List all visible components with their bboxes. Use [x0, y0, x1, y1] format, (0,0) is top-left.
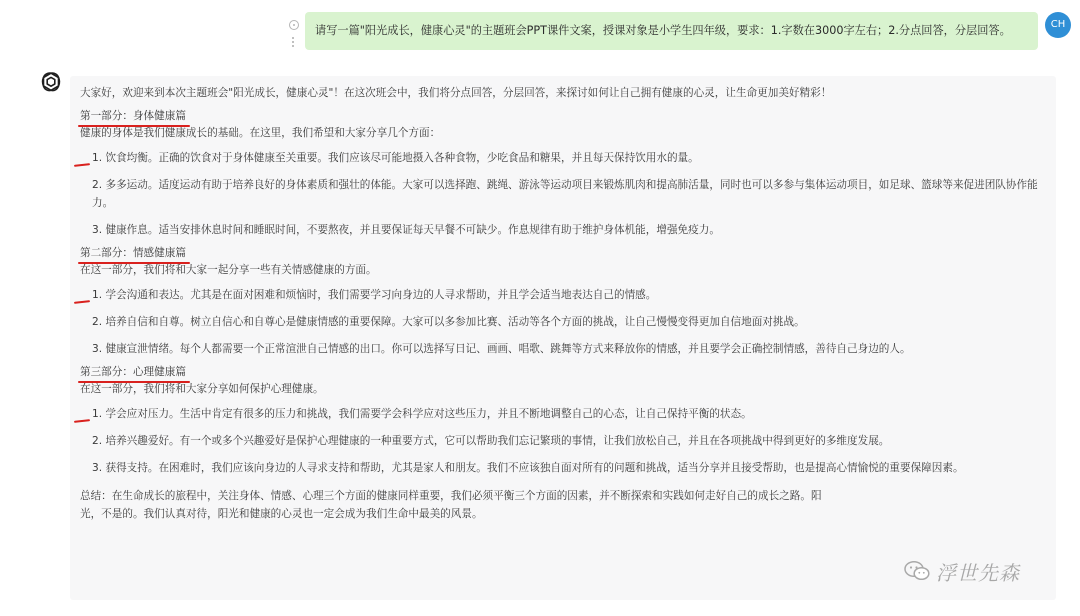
- annotation-underline: [78, 262, 190, 264]
- annotation-mark: [74, 163, 90, 167]
- section-lead: 在这一部分，我们将和大家一起分享一些有关情感健康的方面。: [80, 264, 377, 276]
- list-item-text: 1. 学会应对压力。生活中肯定有很多的压力和挑战，我们需要学会科学应对这些压力，并且不断地调整自己的心态，让自己保持平衡的状态。: [92, 408, 752, 420]
- list-item: [80, 313, 1046, 331]
- list-item-text: 2. 培养兴趣爱好。有一个或多个兴趣爱好是保护心理健康的一种重要方式，它可以帮助我们忘记繁琐的事情，让我们放松自己，并且在各项挑战中得到更好的多维度发展。: [92, 435, 890, 447]
- section-heading: [80, 245, 1046, 262]
- section-heading-label: 第三部分：心理健康篇: [80, 366, 186, 378]
- list-item-text: 3. 健康作息。适当安排休息时间和睡眠时间，不要熬夜，并且要保证每天早餐不可缺少。作息规律有助于维护身体机能，增强免疫力。: [92, 224, 720, 236]
- list-item-text: 3. 获得支持。在困难时，我们应该向身边的人寻求支持和帮助，尤其是家人和朋友。我们不应该独自面对所有的问题和挑战，适当分享并且接受帮助，也是提高心情愉悦的重要保障因素。: [92, 462, 964, 474]
- list-item: [80, 459, 1046, 477]
- wechat-icon: [904, 560, 930, 582]
- section-heading-label: 第二部分：情感健康篇: [80, 247, 186, 259]
- list-item: [80, 405, 1046, 423]
- assistant-response: [70, 76, 1056, 600]
- list-item: [80, 176, 1046, 212]
- section-lead: 在这一部分，我们将和大家分享如何保护心理健康。: [80, 383, 324, 395]
- list-item: [80, 221, 1046, 239]
- watermark-text: 浮世先森: [936, 560, 1020, 585]
- user-message-bubble: 请写一篇"阳光成长，健康心灵"的主题班会PPT课件文案，授课对象是小学生四年级，要求：1.字数在3000字左右；2.分点回答，分层回答。: [305, 12, 1038, 50]
- annotation-underline: [78, 125, 190, 127]
- list-item-text: 1. 学会沟通和表达。尤其是在面对困难和烦恼时，我们需要学习向身边的人寻求帮助，并且学会适当地表达自己的情感。: [92, 289, 657, 301]
- section-heading-text: [80, 364, 186, 381]
- list-item-text: 2. 多多运动。适度运动有助于培养良好的身体素质和强壮的体能。大家可以选择跑、跳绳、游泳等运动项目来锻炼肌肉和提高肺活量，同时也可以多参与集体运动项目，如足球、篮球等来促进团队协作能力。: [92, 179, 1038, 209]
- section-heading: [80, 108, 1046, 125]
- annotation-mark: [74, 419, 90, 423]
- list-item-text: 3. 健康宣泄情绪。每个人都需要一个正常渲泄自己情感的出口。你可以选择写日记、画画、唱歌、跳舞等方式来释放你的情感，并且要学会正确控制情感，善待自己身边的人。: [92, 343, 911, 355]
- list-item: [80, 149, 1046, 167]
- response-summary: 总结：在生命成长的旅程中，关注身体、情感、心理三个方面的健康同样重要，我们必须平衡三个方面的因素，并不断探索和实践如何走好自己的成长之路。阳光，不是的。我们认真对待，阳光和健康的心灵也一定会成为我们生命中最美的风景。: [80, 490, 822, 520]
- user-avatar: CH: [1045, 12, 1071, 38]
- openai-logo-icon: [38, 70, 64, 96]
- user-message-row: [0, 12, 1080, 56]
- list-item: [80, 286, 1046, 304]
- section-heading-text: [80, 108, 186, 125]
- section-lead: 健康的身体是我们健康成长的基础。在这里，我们希望和大家分享几个方面：: [80, 127, 441, 139]
- section-heading: [80, 364, 1046, 381]
- list-item-text: 2. 培养自信和自尊。树立自信心和自尊心是健康情感的重要保障。大家可以多参加比赛、活动等各个方面的挑战，让自己慢慢变得更加自信地面对挑战。: [92, 316, 805, 328]
- watermark: [904, 556, 1020, 586]
- section-heading-text: [80, 245, 186, 262]
- more-options-icon[interactable]: [292, 36, 294, 48]
- list-item: [80, 432, 1046, 450]
- list-item-text: 1. 饮食均衡。正确的饮食对于身体健康至关重要。我们应该尽可能地摄入各种食物，少吃食品和糖果，并且每天保持饮用水的量。: [92, 152, 699, 164]
- list-item: [80, 340, 1046, 358]
- annotation-underline: [78, 381, 190, 383]
- section-heading-label: 第一部分：身体健康篇: [80, 110, 186, 122]
- response-intro: 大家好，欢迎来到本次主题班会"阳光成长，健康心灵"！在这次班会中，我们将分点回答，分层回答，来探讨如何让自己拥有健康的心灵，让生命更加美好精彩！: [80, 87, 832, 99]
- annotation-mark: [74, 300, 90, 304]
- edit-icon[interactable]: [289, 20, 299, 30]
